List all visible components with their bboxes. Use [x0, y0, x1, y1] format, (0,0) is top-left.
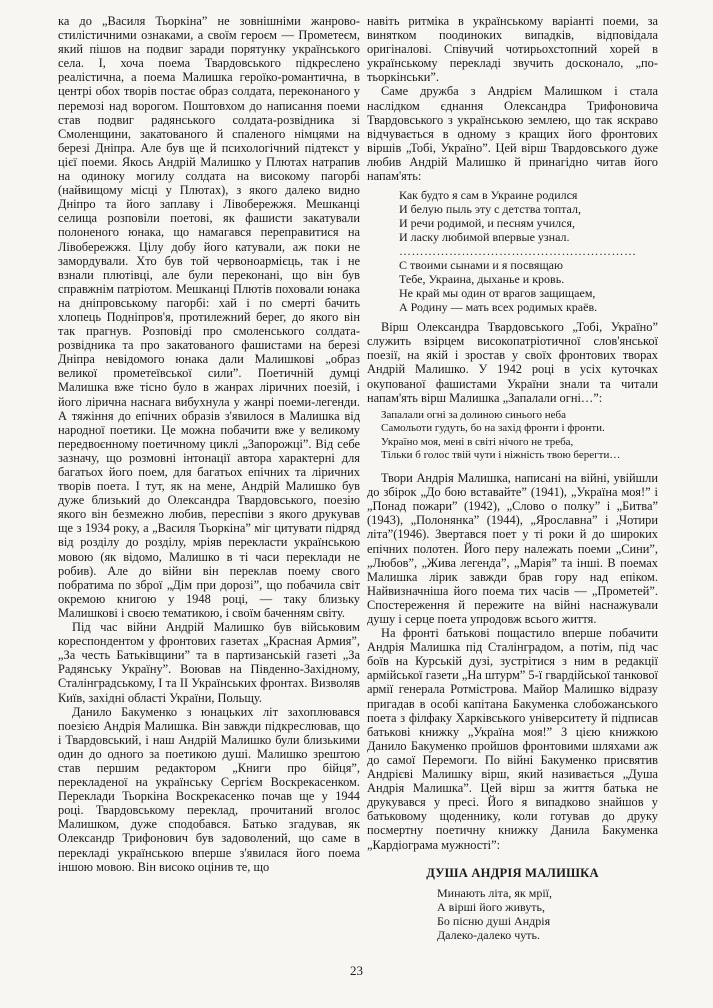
poem-line: Самольоти гудуть, бо на захід фронти і фронти. [381, 422, 605, 435]
poem-line: И ласку любимой впервые узнал. [399, 230, 570, 245]
poem-line: Україно моя, мені в світі нічого не треба, [381, 435, 574, 448]
poem-line: С твоими сынами и я посвящаю [399, 258, 563, 273]
poem-line: И белую пыль эту с детства топтал, [399, 202, 581, 217]
left-column [58, 14, 360, 874]
poem-line: Бо пісню душі Андрія [437, 913, 551, 928]
poem-line: Далеко-далеко чуть. [437, 927, 540, 942]
poem-quote-2 [381, 409, 658, 463]
poem-line: А вірші його живуть, [437, 899, 545, 914]
poem-separator: ………………………………………………… [399, 244, 637, 259]
right-column [367, 14, 658, 942]
poem-line: Минають літа, як мрії, [437, 885, 553, 900]
poem-quote-3 [437, 886, 658, 942]
page-number: 23 [350, 963, 363, 978]
poem-quote-1 [399, 188, 658, 314]
paragraph: навіть ритміка в українському варіанті поеми, за винятком поодиноких випадків, відповідала оригіналові. Співучий чотирьохстопний хорей в українському перекладі звучить досконало, „по-тьоркінськи”. [367, 14, 658, 85]
poem-line: Как будто я сам в Украине родился [399, 188, 578, 203]
paragraph: На фронті батькові пощастило вперше побачити Андрія Малишка під Сталінградом, а потім, під час боїв на Курській дузі, зустрітися з ним в редакції армійської газети „На штурм” 5-ї гвардійської танкової армії генерала Ротмістрова. Майор Малишко відразу пригадав в особі капітана Бакуменка слобожанського поета з філфаку Харківського університету й підписав батькові книжку „Україна моя!” З цією книжкою Данило Бакуменко пройшов фронтовими шляхами аж до самої Перемоги. По війні Бакуменко присвятив Андрієві Малишку вірш, який називається „Душа Андрія Малишка”. Цей вірш за життя батька не друкувався у пресі. Його я випадково знайшов у батьковому щоденнику, коли готував до друку посмертну поетичну книжку Данила Бакуменка „Кардіограма мужності”: [367, 626, 658, 852]
paragraph: ка до „Василя Тьоркіна” не зовнішніми жанрово-стилістичними ознаками, а своїм героєм — Прометеєм, який пішов на подвиг заради порятунку українського села. І, хоча поема Твардовського підкреслено реалістична, а поема Малишка героїко-романтична, в центрі обох творів постає образ солдата, переконаного у перемозі над ворогом. Поштовхом до написання поеми став подвиг радянського солдата-розвідника зі Смоленщини, закатованого й спаленого німцями на березі Дніпра. Але був ще й психологічний підтекст у цієї поеми. Якось Андрій Малишко у Плютах натрапив на одиноку могилу солдата на високому пагорбі (найвищому місці у Плютах), з якого далеко видно Дніпро та його заплаву і Лівобережжя. Мешканці селища розповіли поетові, як фашисти закатували полоненого юнака, що намагався переправитися на Лівобережжя. Цілу добу його катували, аж поки не замордували. Хто був той червоноармієць, так і не взнали плютівці, але були переконані, що він був справжнім патріотом. Мешканці Плютів поховали юнака на дніпровському пагорбі: хай і по смерті бачить хлопець Подніпров'я, протилежний берег, до якого він так прагнув. Розповіді про смоленського солдата-розвідника та про закатованого фашистами на березі Дніпра невідомого юнака дали Малишкові „образ великої прометеївської сили”. Поетичній думці Малишка вже тісно було в жанрах ліричних поезій, і його лірична наснага вибухнула у жанрі поеми-легенди. А тяжіння до епічних образів з'явилося в Малишка від народної поетики. Це можна побачити вже у великому передвоєнному поетичному циклі „Запорожці”. Від себе зазначу, що розмовні інтонації автора характерні для багатьох його поем, для багатьох епічних та ліричних творів поета. І тут, як на мене, Андрій Малишко був дуже близький до Олександра Твардовського, поезію якого він безмежно любив, переспіви з якого друкував ще з 1934 року, а „Василя Тьоркіна” міг цитувати підряд від розділу до розділу, мріяв перекласти українською мовою (як відомо, Малишко в ті часи переклади не робив). Але до війни він переклав поему свого побратима по зброї „Дім при дорозі”, що побачила світ окремою книгою у 1948 році, — таку близьку Малишкові і своєю тематикою, і своїм баченням світу. [58, 14, 360, 620]
poem-line: Тебе, Украина, дыханье и кровь. [399, 272, 565, 287]
poem-title: ДУША АНДРІЯ МАЛИШКА [426, 865, 599, 880]
paragraph: Данило Бакуменко з юнацьких літ захоплювався поезією Андрія Малишка. Він завжди підкреслював, що і Твардовський, і наш Андрій Малишко були близькими один до одного за поетикою душі. Малишко зрештою став першим редактором „Книги про бійця”, перекладеної на українську Сергієм Воскрекасенком. Переклади Тьоркіна Воскрекасенко почав ще у 1944 році. Твардовському переклад, прочитаний вголос Малишком, дуже сподобався. Батько згадував, як Олександр Трифонович був задоволений, що саме в перекладі українською вперше з'явилася його поема іншою мовою. Він високо оцінив те, що [58, 704, 360, 874]
paragraph: Твори Андрія Малишка, написані на війні, увійшли до збірок „До бою вставайте” (1941), „Україна моя!” і „Понад пожари” (1942), „Слово о полку” і „Битва” (1943), „Полонянка” (1944), „Ярославна” і „Чотири літа”(1946). Звертався поет у ті роки й до широких епічних полотен. Його перу належать поеми „Сини”, „Любов”, „Жива легенда”, „Марія” та інші. В поемах Малишка лірик завжди брав гору над епіком. Найвизначніша його поема тих часів — „Прометей”. Спостереження й пережите на війні наснажували душу і серце поета упродовж всього життя. [367, 471, 658, 626]
poem-line: И речи родимой, и песням учился, [399, 216, 575, 231]
poem-line: Запалали огні за долиною синього неба [381, 408, 566, 421]
paragraph: Вірш Олександра Твардовського „Тобі, Україно” служить взірцем високопатріотичної слов'янської поезії, на якій і зростав у своїх фронтових творах Андрій Малишко. У 1942 році в усіх куточках окупованої фашистами України знали та читали напам'ять вірш Малишка „Запалали огні…”: [367, 320, 658, 405]
poem-line: Не край мы один от врагов защищаем, [399, 286, 596, 301]
paragraph: Саме дружба з Андрієм Малишком і стала наслідком єднання Олександра Трифоновича Твардовського з українською землею, що так яскраво відчувається в одному з кращих його фронтових віршів „Тобі, Україно”. Цей вірш Твардовського дуже любив Андрій Малишко й принагідно читав його напам'ять: [367, 84, 658, 184]
poem-line: Тільки б голос твій чути і ніжність твою берегти… [381, 449, 621, 462]
paragraph: Під час війни Андрій Малишко був військовим кореспондентом у фронтових газетах „Красная Армия”, „За честь Батьківщини” та в партизанській газеті „За Радянську Україну”. Воював на Південно-Західному, Сталінградському, І та ІІ Українських фронтах. Визволяв Київ, західні області України, Польщу. [58, 620, 360, 705]
poem-line: А Родину — мать всех родимых краёв. [399, 300, 598, 315]
